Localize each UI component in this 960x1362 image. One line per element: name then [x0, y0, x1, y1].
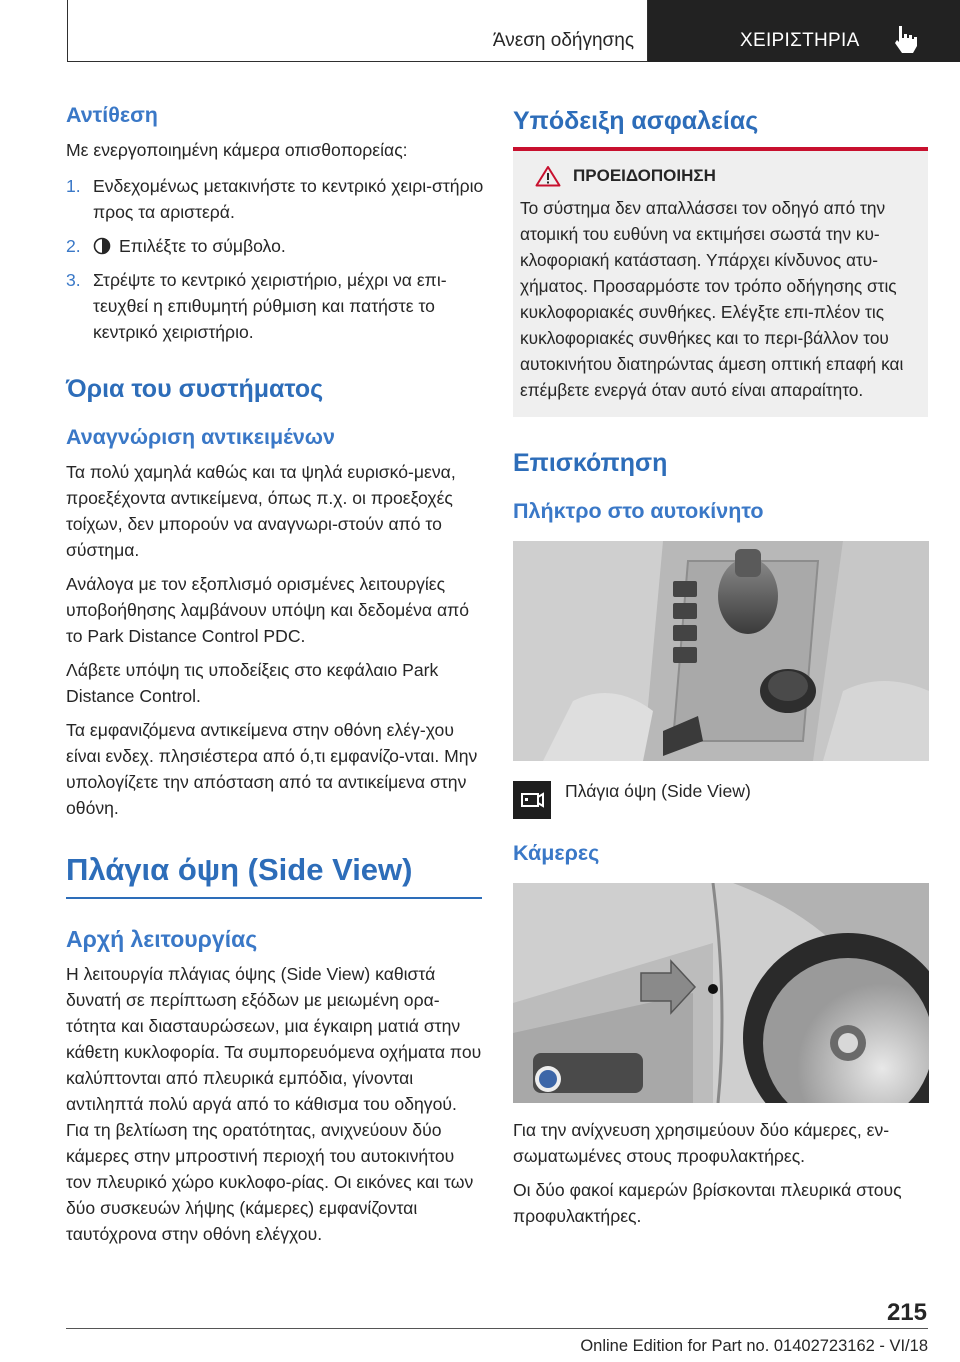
- detection-paragraph-1: Τα πολύ χαμηλά καθώς και τα ψηλά ευρισκό-μενα, προεξέχοντα αντικείμενα, όπως π.χ. οι προεξοχές τοίχων, δεν μπορούν να αναγνωρι-στούν από το σύστημα.: [66, 462, 456, 560]
- warning-text: Το σύστημα δεν απαλλάσσει τον οδηγό από την ατομική του ευθύνη να εκτιμήσει σωστά την κυ-κλοφοριακή κατάσταση. Υπάρχει κίνδυνος ατυ-χήματος. Προσαρμόστε τον τρόπο οδήγησης στις κυκλοφοριακές συνθήκες. Ελέγξτε επι-πλέον τις κυκλοφοριακές συνθήκες και το περι-βάλλον του αυτοκινήτου διατηρώντας άμεση οπτική επαφή και επέμβετε ενεργά όταν αυτό είναι απαραίτητο.: [520, 198, 904, 400]
- principle-paragraph: Η λειτουργία πλάγιας όψης (Side View) καθιστά δυνατή σε περίπτωση εξόδων με μειωμένη ορα-τότητα και διασταυρώσεων, μια έγκαιρη ματιά στην κάθετη κυκλοφορία. Τα συμπορευόμενα οχήματα που καλύπτονται από πλευρικά εμπόδια, γίνονται αντιληπτά πολύ αργά από το κάθισμα του οδηγού. Για τη βελτίωση της ορατότητας, ανιχνεύουν δύο κάμερες στην μπροστινή περιοχή του αυτοκινήτου τον πλευρικό χώρο κυκλοφο-ρίας. Οι εικόνες και των δύο συσκευών λήψης (κάμερες) εμφανίζονται ταυτόχρονα στην οθόνη ελέγχου.: [66, 963, 482, 1244]
- step-text: Ενδεχομένως μετακινήστε το κεντρικό χειρι-στήριο προς τα αριστερά.: [93, 176, 484, 222]
- detection-paragraph-2: Ανάλογα με τον εξοπλισμό ορισμένες λειτουργίες υποβοήθησης λαμβάνουν υπόψη και δεδομένα από το Park Distance Control PDC.: [66, 574, 470, 646]
- warning-triangle-icon: [535, 165, 561, 187]
- detection-paragraph-3: Λάβετε υπόψη τις υποδείξεις στο κεφάλαιο Park Distance Control.: [66, 660, 439, 706]
- step-item: [66, 173, 484, 225]
- detection-paragraph-4: Τα εμφανιζόμενα αντικείμενα στην οθόνη ελέγ-χου είναι ενδεχ. πλησιέστερα από ό,τι εμφανίζο-νται. Μην υπολογίζετε την απόσταση από τα αντικείμενα στην οθόνη.: [66, 720, 478, 818]
- header-chapter-box: [648, 0, 960, 62]
- photo-front-bumper-camera: [513, 883, 929, 1103]
- step-text: Στρέψτε το κεντρικό χειριστήριο, μέχρι να επι-τευχθεί η επιθυμητή ρύθμιση και πατήστε το κεντρικό χειριστήριο.: [93, 270, 447, 342]
- heading-overview: Επισκόπηση: [513, 449, 668, 477]
- header-section-box: [67, 0, 648, 62]
- photo-center-console: [513, 541, 929, 761]
- right-column: [513, 101, 928, 1237]
- header-section-title: Άνεση οδήγησης: [492, 30, 634, 51]
- heading-side-view: Πλάγια όψη (Side View): [66, 852, 413, 887]
- warning-label: ΠΡΟΕΙΔΟΠΟΙΗΣΗ: [573, 166, 716, 185]
- heading-underline: [66, 897, 482, 899]
- header-chapter-title: ΧΕΙΡΙΣΤΗΡΙΑ: [740, 30, 860, 51]
- warning-header: [535, 165, 916, 187]
- step-text: Επιλέξτε το σύμβολο.: [119, 236, 286, 256]
- heading-contrast: Αντίθεση: [66, 103, 158, 127]
- step-number: 1.: [66, 176, 81, 196]
- page-number: 215: [886, 1299, 927, 1326]
- warning-box: [513, 151, 928, 417]
- heading-safety-note: Υπόδειξη ασφαλείας: [513, 107, 759, 135]
- cameras-paragraph-1: Για την ανίχνευση χρησιμεύουν δύο κάμερες, εν-σωματωμένες στους προφυλακτήρες.: [513, 1120, 890, 1166]
- heading-vehicle-button: Πλήκτρο στο αυτοκίνητο: [513, 499, 764, 523]
- button-caption-text: Πλάγια όψη (Side View): [565, 781, 751, 801]
- left-column: [66, 101, 484, 1255]
- hand-pointer-icon: [893, 24, 919, 54]
- footer-rule: [66, 1328, 928, 1329]
- heading-cameras: Κάμερες: [513, 841, 600, 865]
- side-view-icon: [513, 781, 551, 819]
- step-item: [66, 233, 484, 259]
- step-number: 2.: [66, 236, 81, 256]
- contrast-icon: [93, 237, 111, 255]
- heading-operating-principle: Αρχή λειτουργίας: [66, 925, 258, 952]
- cameras-paragraph-2: Οι δύο φακοί καμερών βρίσκονται πλευρικά στους προφυλακτήρες.: [513, 1180, 902, 1226]
- contrast-steps: [66, 173, 484, 345]
- button-caption-row: [513, 781, 928, 819]
- contrast-intro: Με ενεργοποιημένη κάμερα οπισθοπορείας:: [66, 140, 408, 160]
- edition-note: Online Edition for Part no. 01402723162 - VI/18: [580, 1337, 928, 1355]
- heading-system-limits: Όρια του συστήματος: [66, 375, 324, 403]
- step-item: [66, 267, 484, 345]
- step-number: 3.: [66, 270, 81, 290]
- heading-object-detection: Αναγνώριση αντικειμένων: [66, 425, 335, 449]
